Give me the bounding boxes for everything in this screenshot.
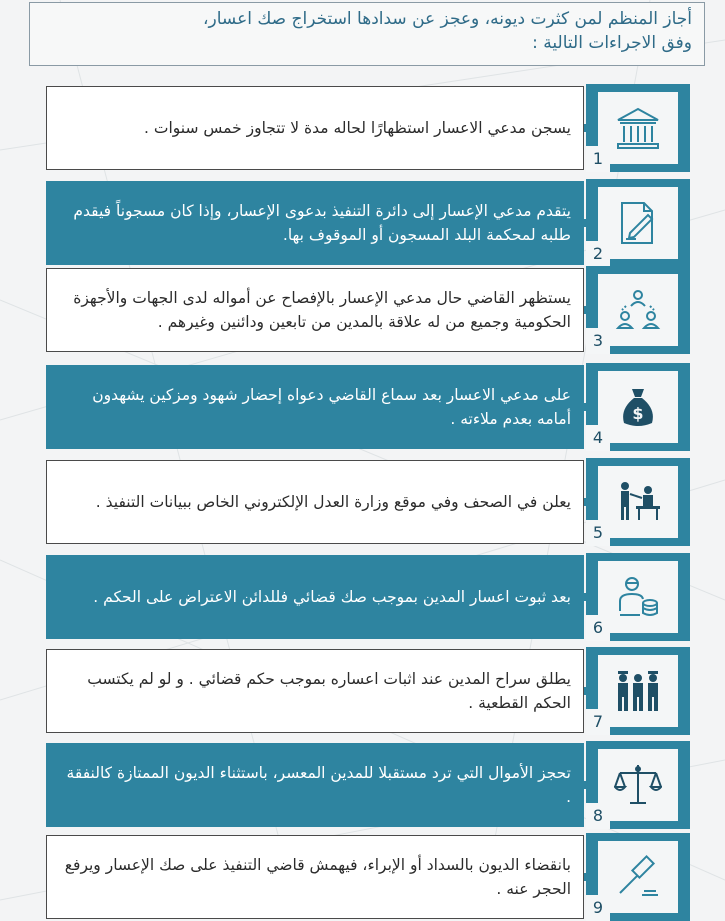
step-4-icon-box [586,363,690,451]
step-3-icon-box [586,266,690,354]
step-2 [46,179,690,267]
police-release-icon [614,667,662,715]
svg-text:$: $ [632,404,644,423]
justice-scale-icon [614,761,662,809]
step-8-text-box [46,743,584,827]
step-1-text-box [46,86,584,170]
step-1-icon-box [586,84,690,172]
announcement-meeting-icon [614,478,662,526]
step-8-icon-box [586,741,690,829]
step-1-text: يسجن مدعي الاعسار استظهارًا لحاله مدة لا تتجاوز خمس سنوات . [144,119,571,137]
step-2-text: يتقدم مدعي الإعسار إلى دائرة التنفيذ بدعوى الإعسار، وإذا كان مسجوناً فيقدم طلبه لمحكمة البلد المسجون أو الموقوف بها. [73,202,571,244]
gavel-icon [614,853,662,901]
intro-line-1: أجاز المنظم لمن كثرت ديونه، وعجز عن سدادها استخراج صك اعسار، [203,9,692,29]
step-5-text: يعلن في الصحف وفي موقع وزارة العدل الإلكتروني الخاص ببيانات التنفيذ . [95,493,571,511]
step-9 [46,833,690,921]
step-5 [46,458,690,546]
step-7-icon-box [586,647,690,735]
money-bag-icon [614,383,662,431]
step-6 [46,553,690,641]
step-8 [46,741,690,829]
step-9-icon-box [586,833,690,921]
step-7-number: 7 [586,709,610,735]
step-7-text: يطلق سراح المدين عند اثبات اعساره بموجب حكم قضائي . و لو لم يكتسب الحكم القطعية . [87,670,571,712]
step-6-number: 6 [586,615,610,641]
step-2-number: 2 [586,241,610,267]
step-4-text: على مدعي الاعسار بعد سماع القاضي دعواه إحضار شهود ومزكين يشهدون أمامه بعدم ملاءته . [92,386,571,428]
step-3-text: يستظهر القاضي حال مدعي الإعسار بالإفصاح عن أمواله لدى الجهات والأجهزة الحكومية وجميع من له علاقة بالمدين من تابعين ودائنين وغيرهم . [73,289,571,331]
step-7-text-box [46,649,584,733]
step-6-text: بعد ثبوت اعسار المدين بموجب صك قضائي فللدائن الاعتراض على الحكم . [93,588,571,606]
step-4-number: 4 [586,425,610,451]
intro-header [29,2,705,66]
court-building-icon [614,104,662,152]
step-2-icon-box [586,179,690,267]
step-5-icon-box [586,458,690,546]
step-9-number: 9 [586,895,610,921]
step-6-text-box [46,555,584,639]
intro-line-2: وفق الاجراءات التالية : [532,33,692,53]
step-7 [46,647,690,735]
step-4-text-box [46,365,584,449]
step-3-text-box [46,268,584,352]
step-4 [46,363,690,451]
step-8-text: تحجز الأموال التي ترد مستقبلا للمدين المعسر، باستثناء الديون الممتازة كالنفقة . [66,764,571,806]
step-9-text: بانقضاء الديون بالسداد أو الإبراء، فيهمش قاضي التنفيذ على صك الإعسار ويرفع الحجر عنه . [64,856,571,898]
document-pen-icon [614,199,662,247]
step-6-icon-box [586,553,690,641]
step-9-text-box [46,835,584,919]
people-network-icon [614,286,662,334]
step-5-text-box [46,460,584,544]
step-3-number: 3 [586,328,610,354]
step-5-number: 5 [586,520,610,546]
step-1-number: 1 [586,146,610,172]
step-3 [46,266,690,354]
step-1 [46,84,690,172]
step-8-number: 8 [586,803,610,829]
person-coins-icon [614,573,662,621]
step-2-text-box [46,181,584,265]
